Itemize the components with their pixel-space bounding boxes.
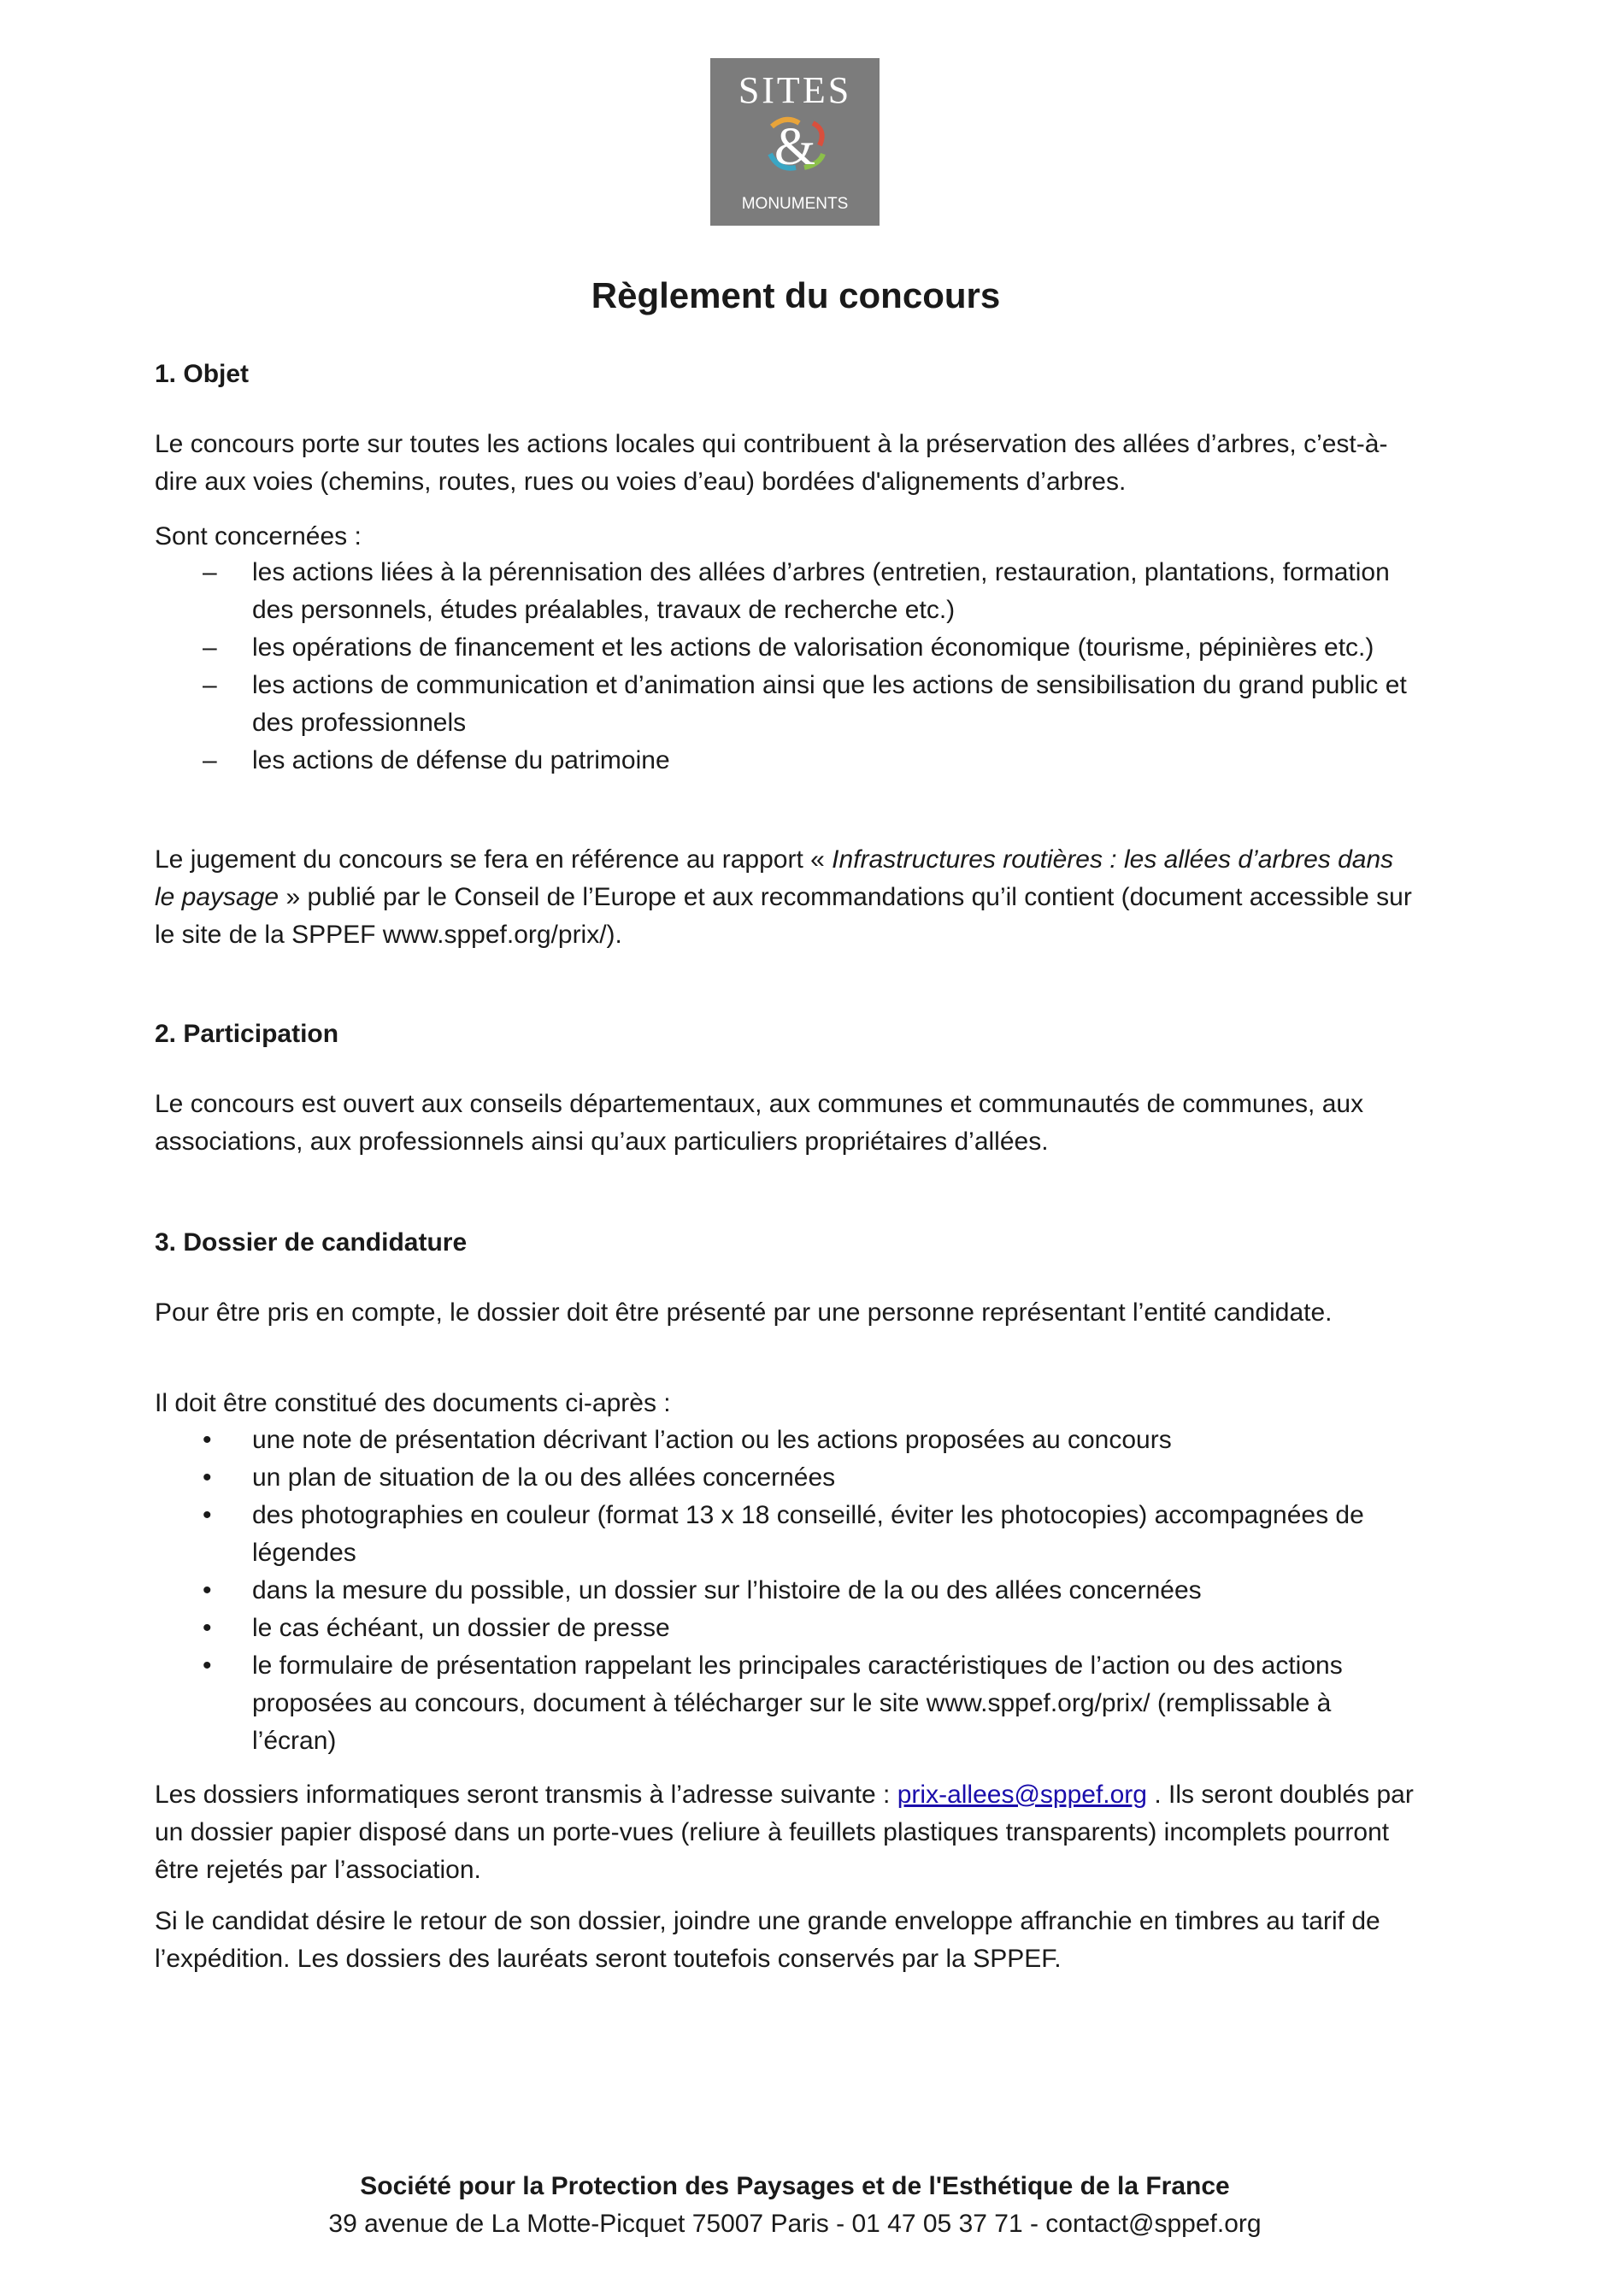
bullet-marker: • (203, 1501, 212, 1529)
dossier-intro: Pour être pris en compte, le dossier doit être présenté par une personne représentant l’entité candidate. (155, 1298, 1333, 1327)
list-item: • un plan de situation de la ou des allées concernées (155, 1459, 1420, 1497)
footer-org: Société pour la Protection des Paysages et de l'Esthétique de la France (360, 2172, 1230, 2200)
page-title: Règlement du concours (591, 275, 1001, 315)
dash-marker: – (203, 746, 217, 774)
objet-list-intro: Sont concernées : (155, 522, 362, 550)
list-item: • le cas échéant, un dossier de presse (155, 1610, 1420, 1647)
logo-line-monuments: MONUMENTS (741, 195, 849, 213)
section-heading-dossier: 3. Dossier de candidature (155, 1228, 468, 1257)
objet-list (155, 554, 1420, 780)
bullet-marker: • (203, 1651, 212, 1680)
dossier-list (155, 1422, 1420, 1760)
objet-intro: Le concours porte sur toutes les actions locales qui contribuent à la préservation des allées d’arbres, c’est-à-dire aux voies (chemins, routes, rues ou voies d’eau) bordées d'alignements d’arbres. (155, 430, 1388, 496)
bullet-marker: • (203, 1426, 212, 1454)
list-item: • le formulaire de présentation rappelant les principales caractéristiques de l’action ou des actions proposées au concours, document à télécharger sur le site www.sppef.org/prix/ (remplissable à l’écran) (155, 1647, 1420, 1760)
dossier-return: Si le candidat désire le retour de son dossier, joindre une grande enveloppe affranchie en timbres au tarif de l’expédition. Les dossiers des lauréats seront toutefois conservés par la SPPEF. (155, 1907, 1380, 1973)
dossier-transmit: Les dossiers informatiques seront transmis à l’adresse suivante : prix-allees@sppef.org . Ils seront doublés par un dossier papier disposé dans un porte-vues (reliure à feuillets plastiques transparents) incomplets pourront être rejetés par l’association. (155, 1781, 1414, 1884)
footer (0, 2168, 1590, 2243)
dossier-list-intro: Il doit être constitué des documents ci-après : (155, 1389, 671, 1417)
list-item: – les actions de communication et d’animation ainsi que les actions de sensibilisation du grand public et des professionnels (155, 667, 1420, 742)
logo-ampersand: & (774, 118, 816, 176)
dash-marker: – (203, 633, 217, 662)
bullet-marker: • (203, 1576, 212, 1604)
list-item: – les actions liées à la pérennisation des allées d’arbres (entretien, restauration, plantations, formation des personnels, études préalables, travaux de recherche etc.) (155, 554, 1420, 629)
logo-ampersand-icon (710, 111, 880, 180)
objet-judgement: Le jugement du concours se fera en référence au rapport « Infrastructures routières : les allées d’arbres dans le paysage » publié par le Conseil de l’Europe et aux recommandations qu’il contient (document accessible sur le site de la SPPEF www.sppef.org/prix/). (155, 845, 1412, 949)
list-item: • dans la mesure du possible, un dossier sur l’histoire de la ou des allées concernées (155, 1572, 1420, 1610)
report-title: Infrastructures routières : les allées d’arbres dans le paysage (155, 845, 1394, 911)
logo-line-sites: SITES (738, 69, 852, 111)
footer-address: 39 avenue de La Motte-Picquet 75007 Paris - 01 47 05 37 71 - contact@sppef.org (328, 2210, 1262, 2238)
list-item: • une note de présentation décrivant l’action ou les actions proposées au concours (155, 1422, 1420, 1459)
list-item: – les opérations de financement et les actions de valorisation économique (tourisme, pépinières etc.) (155, 629, 1420, 667)
email-link[interactable]: prix-allees@sppef.org (897, 1781, 1147, 1809)
dash-marker: – (203, 558, 217, 586)
bullet-marker: • (203, 1614, 212, 1642)
bullet-marker: • (203, 1463, 212, 1492)
participation-text: Le concours est ouvert aux conseils départementaux, aux communes et communautés de communes, aux associations, aux professionnels ainsi qu’aux particuliers propriétaires d’allées. (155, 1090, 1364, 1156)
list-item: – les actions de défense du patrimoine (155, 742, 1420, 780)
sites-monuments-logo (710, 58, 880, 226)
list-item: • des photographies en couleur (format 13 x 18 conseillé, éviter les photocopies) accompagnées de légendes (155, 1497, 1420, 1572)
section-heading-objet: 1. Objet (155, 360, 250, 388)
dash-marker: – (203, 671, 217, 699)
section-heading-participation: 2. Participation (155, 1020, 339, 1048)
